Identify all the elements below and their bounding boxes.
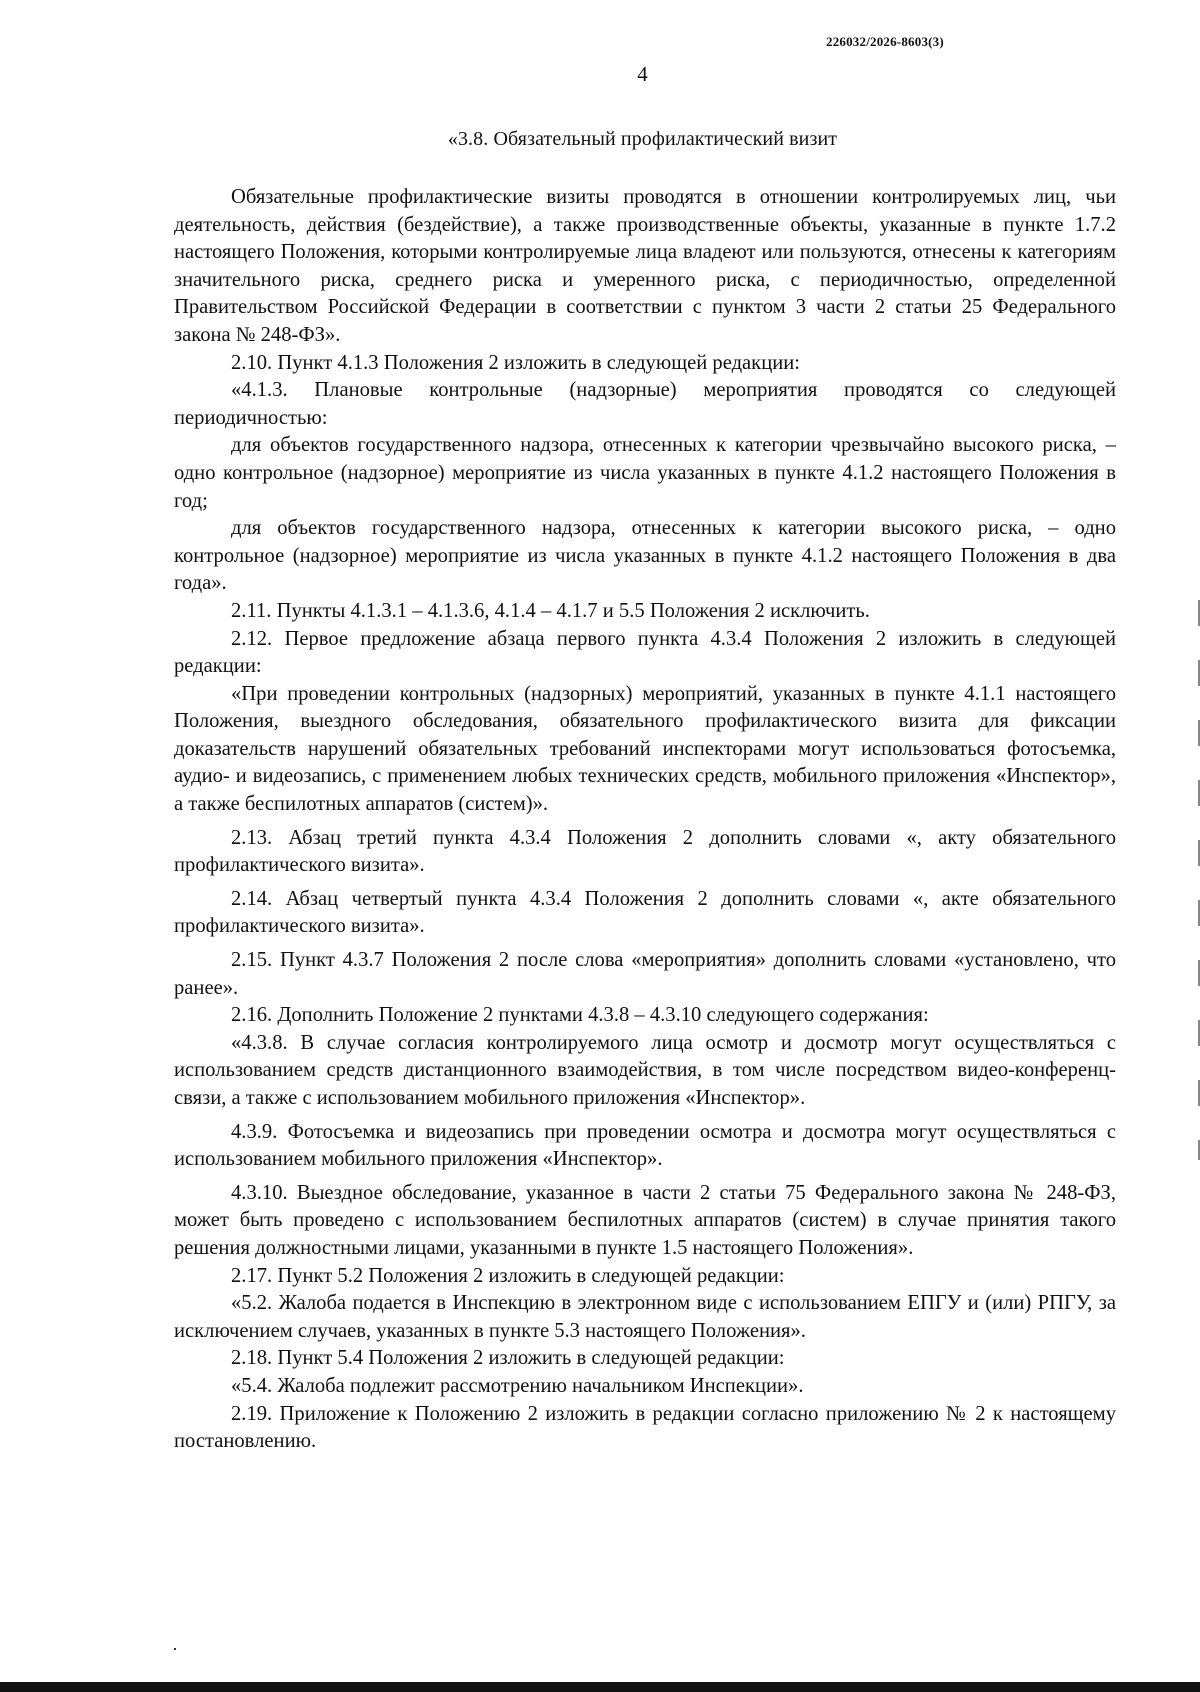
- paragraph-4-3-10: 4.3.10. Выездное обследование, указанное в части 2 статьи 75 Федерального закона № 248-ФЗ, может быть проведено с использованием беспилотных аппаратов (систем) в случае принятия такого решения должностными лицами, указанными в пункте 1.5 настоящего Положения».: [174, 1181, 1116, 1259]
- document-reference-number: 226032/2026-8603(3): [826, 34, 944, 49]
- scan-bottom-border: [0, 1682, 1200, 1692]
- paragraph-5-2: «5.2. Жалоба подается в Инспекцию в электронном виде с использованием ЕПГУ и (или) РПГУ, за исключением случаев, указанных в пункте 5.3 настоящего Положения».: [174, 1292, 1116, 1342]
- paragraph-2-13: 2.13. Абзац третий пункта 4.3.4 Положения 2 дополнить словами «, акту обязательного профилактического визита».: [174, 826, 1116, 877]
- document-body: [174, 184, 1116, 1456]
- section-heading: «3.8. Обязательный профилактический визит: [447, 128, 838, 150]
- page-number: 4: [637, 62, 648, 86]
- paragraph-2-14: 2.14. Абзац четвертый пункта 4.3.4 Положения 2 дополнить словами «, акте обязательного профилактического визита».: [174, 887, 1116, 938]
- paragraph-4-1-3: «4.1.3. Плановые контрольные (надзорные) мероприятия проводятся со следующей периодичностью:: [174, 379, 1116, 429]
- paragraph-2-15: 2.15. Пункт 4.3.7 Положения 2 после слова «мероприятия» дополнить словами «установлено, что ранее».: [174, 949, 1116, 999]
- paragraph-2-17: 2.17. Пункт 5.2 Положения 2 изложить в следующей редакции:: [231, 1264, 785, 1287]
- paragraph-2-10: 2.10. Пункт 4.1.3 Положения 2 изложить в следующей редакции:: [231, 351, 800, 374]
- paragraph-4-3-9: 4.3.9. Фотосъемка и видеозапись при проведении осмотра и досмотра могут осуществляться с использованием мобильного приложения «Инспектор».: [174, 1120, 1116, 1171]
- paragraph-extreme-risk: для объектов государственного надзора, отнесенных к категории чрезвычайно высокого риска, – одно контрольное (надзорное) мероприятие из числа указанных в пункте 4.1.2 настоящего Положения в год;: [174, 434, 1116, 512]
- paragraph-visit-description: Обязательные профилактические визиты проводятся в отношении контролируемых лиц, чьи деятельность, действия (бездействие), а также производственные объекты, указанные в пункте 1.7.2 настоящего Положения, которыми контролируемые лица владеют или пользуются, отнесены к категориям значительного риска, среднего риска и умеренного риска, с периодичностью, определенной Правительством Российской Федерации в соответствии с пунктом 3 части 2 статьи 25 Федерального закона № 248-ФЗ».: [174, 186, 1116, 346]
- paragraph-4-3-4-text: «При проведении контрольных (надзорных) мероприятий, указанных в пункте 4.1.1 настоящего Положения, выездного обследования, обязательного профилактического визита для фиксации доказательств нарушений обязательных требований инспекторами могут использоваться фотосъемка, аудио- и видеозапись, с применением любых технических средств, мобильного приложения «Инспектор», а также беспилотных аппаратов (систем)».: [174, 682, 1116, 816]
- paragraph-2-11: 2.11. Пункты 4.1.3.1 – 4.1.3.6, 4.1.4 – 4.1.7 и 5.5 Положения 2 исключить.: [231, 599, 870, 622]
- paragraph-5-4: «5.4. Жалоба подлежит рассмотрению начальником Инспекции».: [231, 1374, 804, 1397]
- paragraph-2-16: 2.16. Дополнить Положение 2 пунктами 4.3.8 – 4.3.10 следующего содержания:: [231, 1004, 929, 1027]
- scan-speck: [174, 1648, 176, 1650]
- paragraph-2-12: 2.12. Первое предложение абзаца первого пункта 4.3.4 Положения 2 изложить в следующей редакции:: [174, 627, 1116, 678]
- paragraph-2-19: 2.19. Приложение к Положению 2 изложить в редакции согласно приложению № 2 к настоящему постановлению.: [174, 1402, 1116, 1453]
- paragraph-2-18: 2.18. Пункт 5.4 Положения 2 изложить в следующей редакции:: [231, 1347, 785, 1370]
- paragraph-4-3-8: «4.3.8. В случае согласия контролируемого лица осмотр и досмотр могут осуществляться с использованием средств дистанционного взаимодействия, в том числе посредством видео-конференц-связи, а также с использованием мобильного приложения «Инспектор».: [174, 1031, 1116, 1109]
- paragraph-high-risk: для объектов государственного надзора, отнесенных к категории высокого риска, – одно контрольное (надзорное) мероприятие из числа указанных в пункте 4.1.2 настоящего Положения в два года».: [174, 517, 1116, 595]
